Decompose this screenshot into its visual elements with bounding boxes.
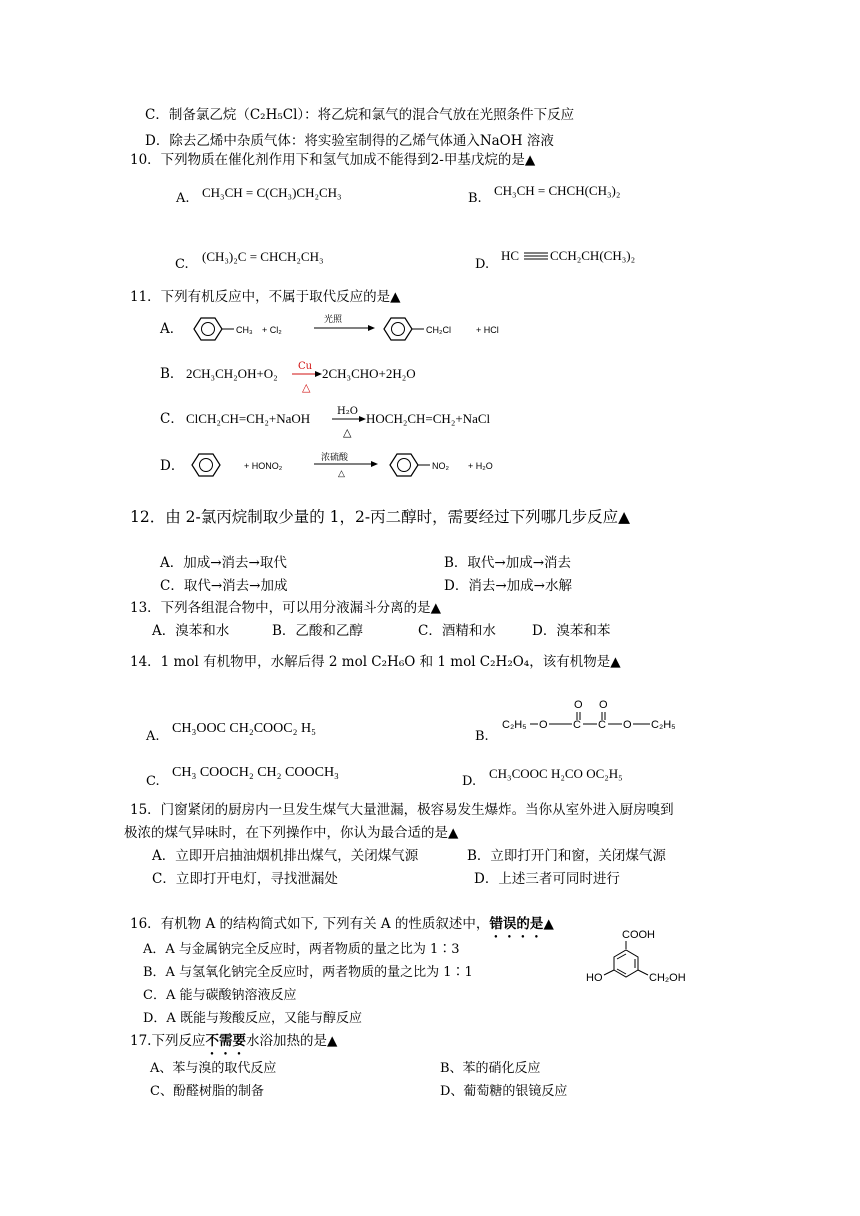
benzene-ring-icon [390,454,418,476]
q15-stem-line2: 极浓的煤气异味时，在下列操作中，你认为最合适的是▲ [124,825,459,841]
q14-option-a-label: A. [146,729,160,744]
q16-structure-diagram [584,924,704,990]
q10-option-a-label: A. [176,191,190,206]
q11-a-condition: 光照 [324,314,343,324]
q12-stem: 12．由 2-氯丙烷制取少量的 1，2-丙二醇时，需要经过下列哪几步反应▲ [130,508,631,526]
q11-option-b-heat: △ [302,381,311,394]
svg-text:O: O [599,699,608,711]
triple-bond-icon [524,251,548,261]
benzene-ring-icon [194,318,222,340]
q15-option-b: B．立即打开门和窗，关闭煤气源 [467,848,666,864]
q17-option-c: C、酚醛树脂的制备 [150,1084,264,1099]
svg-text:O: O [623,719,632,731]
q11-option-a-label: A． [160,321,184,337]
q11-d-reagent: + HONO₂ [244,461,283,471]
q14-option-c: CH₃ COOCH₂ CH₂ COOCH₃ [172,765,339,780]
cooh-label: COOH [622,929,655,941]
q12-option-a: A．加成→消去→取代 [160,555,287,571]
q17-option-d: D、葡萄糖的银镜反应 [440,1084,568,1099]
q13-option-c: C．酒精和水 [418,623,496,639]
q11-option-b-left: 2CH₃CH₂OH+O₂ [186,366,278,381]
q11-option-d-label: D． [160,458,185,474]
svg-text:C: C [573,719,581,731]
benzene-ring-icon [192,454,220,476]
q11-d-product: NO₂ [432,461,449,471]
q10-option-b: CH₃CH = CHCH(CH₃)₂ [494,183,621,198]
q11-option-c-left: ClCH₂CH=CH₂+NaOH [186,411,311,426]
q11-option-c-condition: H₂O [337,406,358,417]
reaction-arrow-icon [332,415,366,423]
ho-label: HO [586,972,603,984]
q10-option-c: (CH₃)₂C = CHCH₂CH₃ [202,249,324,264]
q11-a-product: CH₂Cl [426,325,451,335]
q9-option-c: C．制备氯乙烷（C₂H₅Cl）：将乙烷和氯气的混合气放在光照条件下反应 [145,107,575,123]
q16-stem: 16．有机物 A 的结构简式如下, 下列有关 A 的性质叙述中，错误的是▲ [130,916,554,932]
q10-option-d-right: CCH₂CH(CH₃)₂ [550,248,636,263]
q14-option-a: CH₃OOC CH₂COOC₂ H₅ [172,721,316,736]
q16-option-c: C．A 能与碳酸钠溶液反应 [143,988,297,1003]
q17-stem: 17.下列反应不需要水浴加热的是▲ [130,1033,338,1049]
reaction-arrow-icon [368,325,375,331]
q14-option-d: CH₃COOC H₂CO OC₂H₅ [489,766,623,781]
svg-text:C: C [598,719,606,731]
q11-option-c-heat: △ [343,426,352,439]
benzene-ring-icon [384,318,412,340]
q13-option-b: B．乙酸和乙醇 [272,623,363,639]
q10-option-c-label: C. [175,257,189,272]
q11-a-ch3: CH₃ [236,325,253,335]
q10-option-b-label: B. [468,191,482,206]
q14-option-c-label: C. [146,774,160,789]
q11-option-c-right: HOCH₂CH=CH₂+NaCl [366,411,491,426]
q17-option-b: B、苯的硝化反应 [440,1061,541,1076]
q11-d-water: + H₂O [468,461,493,471]
q13-stem: 13．下列各组混合物中，可以用分液漏斗分离的是▲ [130,600,442,616]
ch2oh-label: CH₂OH [649,972,686,984]
q11-option-d-equation [186,450,526,482]
q16-stem-emphasis: 错误的是 [489,916,544,932]
q15-option-a: A．立即开启抽油烟机排出煤气，关闭煤气源 [152,848,419,864]
q13-option-d: D．溴苯和苯 [532,623,611,639]
q14-option-d-label: D. [462,774,477,789]
q10-option-a: CH₃CH = C(CH₃)CH₂CH₃ [202,185,342,200]
q11-option-b-catalyst: Cu [298,361,313,372]
q11-option-b-label: B． [160,366,184,382]
q11-option-b-right: 2CH₃CHO+2H₂O [322,366,416,381]
q11-stem: 11．下列有机反应中，不属于取代反应的是▲ [130,289,401,305]
q15-stem-line1: 15．门窗紧闭的厨房内一旦发生煤气大量泄漏，极容易发生爆炸。当你从室外进入厨房嗅到 [130,802,674,818]
q9-option-d: D．除去乙烯中杂质气体：将实验室制得的乙烯气体通入NaOH 溶液 [145,133,554,149]
q16-option-a: A．A 与金属钠完全反应时，两者物质的量之比为 1∶3 [143,942,460,957]
q11-option-a-equation [186,314,516,344]
q16-option-d: D．A 既能与羧酸反应，又能与醇反应 [143,1011,362,1026]
q15-option-c: C．立即打开电灯，寻找泄漏处 [152,871,338,887]
q15-option-d: D．上述三者可同时进行 [474,871,620,887]
q14-option-b-label: B. [475,729,489,744]
q14-b-ethyl-right: C₂H₅ [651,719,676,731]
q11-a-cl2: + Cl₂ [262,325,282,335]
q11-option-c-label: C． [160,411,184,427]
q11-a-hcl: + HCl [476,325,499,335]
reaction-arrow-icon [292,370,322,378]
q17-option-a: A、苯与溴的取代反应 [150,1061,277,1076]
q13-option-a: A．溴苯和水 [152,623,230,639]
q14-option-b-structure [500,690,690,734]
q12-option-d: D．消去→加成→水解 [444,578,572,594]
q10-stem: 10．下列物质在催化剂作用下和氢气加成不能得到2-甲基戊烷的是▲ [130,152,536,168]
q11-d-condition: 浓硫酸 [321,452,349,462]
svg-text:O: O [539,719,548,731]
svg-text:O: O [574,699,583,711]
q14-b-ethyl-left: C₂H₅ [502,719,527,731]
q12-option-c: C．取代→消去→加成 [160,578,288,594]
reaction-arrow-icon [371,461,378,467]
q16-option-b: B．A 与氢氧化钠完全反应时，两者物质的量之比为 1∶1 [143,965,473,980]
q14-stem: 14．1 mol 有机物甲，水解后得 2 mol C₂H₆O 和 1 mol C₂H₂O₄，该有机物是▲ [130,654,621,670]
q12-option-b: B．取代→加成→消去 [444,555,572,571]
q11-d-heat: △ [338,468,345,478]
q17-stem-emphasis: 不需要 [205,1033,246,1049]
q10-option-d-left: HC [501,248,520,263]
q10-option-d-label: D. [475,257,490,272]
